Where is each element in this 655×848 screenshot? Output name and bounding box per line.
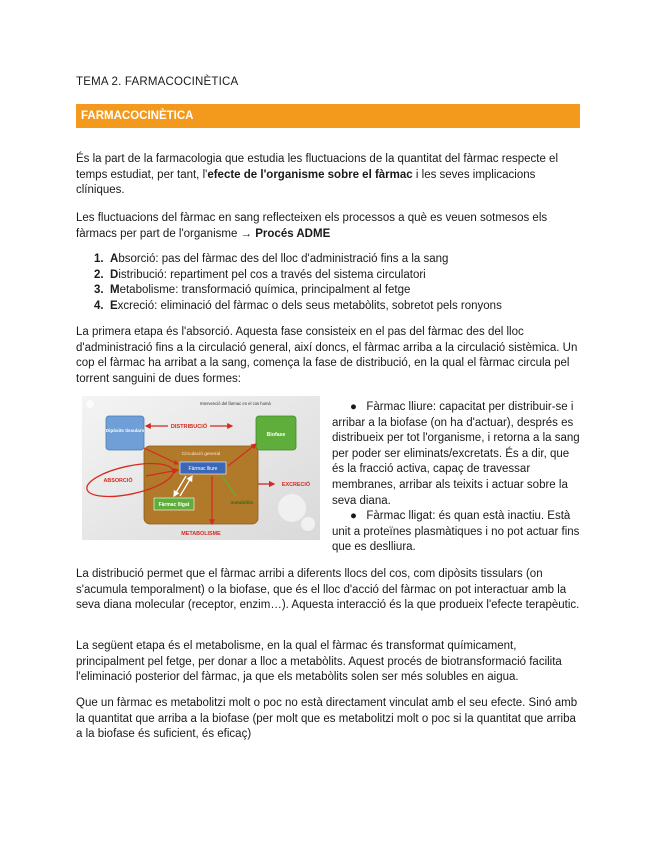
general-circulation-box — [144, 446, 258, 524]
intro-paragraph — [76, 152, 580, 199]
distribution-paragraph: La distribució permet que el fàrmac arribi a diferents llocs del cos, com dipòsits tissulars (on s'acumula temporalment) o la biofase, que és el lloc d'acció del fàrmac on pot interactuar amb la seva diana molecular (receptor, enzim…). Aquesta interacció és la que produeix l'efecte terapèutic. — [76, 568, 580, 612]
list-item — [332, 400, 580, 509]
list-text: etabolisme: transformació química, principalment al fetge — [119, 284, 411, 297]
biophase-label: Biofase — [266, 432, 286, 438]
list-initial: A — [110, 253, 119, 265]
distribution-label: DISTRIBUCIÓ — [170, 424, 208, 430]
bound-drug-label: Fàrmac lligat — [158, 502, 190, 508]
list-text: xcreció: eliminació del fàrmac o dels seus metabòlits, sobretot pels ronyons — [117, 299, 502, 312]
list-text: bsorció: pas del fàrmac des del lloc d'administració fins a la sang — [118, 253, 449, 265]
list-initial: M — [110, 284, 120, 297]
adme-diagram — [82, 396, 320, 540]
bubble-decoration — [278, 494, 306, 522]
adme-process-label: Procés ADME — [255, 227, 331, 240]
absorption-paragraph: La primera etapa és l'absorció. Aquesta fase consisteix en el pas del fàrmac des del lloc d'administració fins a la circulació general, així doncs, el fàrmac arriba a la circulació sistèmica. Un cop el fàrmac ha arribat a la sang, comença la fase de distribució, en la qual el fàrmac circula pel torrent sanguini de dues formes: — [76, 326, 578, 385]
intro-bold: efecte de l'organisme sobre el fàrmac — [207, 168, 413, 181]
list-text: istribució: repartiment pel cos a través del sistema circulatori — [118, 268, 426, 281]
list-item — [76, 283, 580, 299]
list-item — [76, 268, 580, 284]
list-item — [76, 252, 580, 268]
excretion-label: EXCRECIÓ — [281, 482, 311, 488]
list-number: 2. — [94, 268, 104, 281]
bubble-decoration — [86, 400, 94, 408]
bullet-text: Fàrmac lligat: és quan està inactiu. Està unit a proteïnes plasmàtiques i no pot actuar fins que es deslliura. — [332, 510, 580, 554]
intro-text-after: i les seves implicacions clíniques. — [76, 168, 536, 197]
free-drug-label: Fàrmac lliure — [188, 466, 218, 472]
metabolism-paragraph: La següent etapa és el metabolisme, en la qual el fàrmac és transformat químicament, principalment pel fetge, per donar a lloc a metabòlits. Aquest procés de biotransformació facilita l'eliminació posterior del fàrmac, ja que els metabòlits solen ser més solubles en aigua. — [76, 640, 562, 684]
document-title: TEMA 2. FARMACOCINÈTICA — [76, 76, 239, 88]
tissue-deposits-label: Dipòsits tissulars — [105, 428, 145, 433]
list-number: 4. — [94, 299, 104, 312]
figure-caption: Intervenció del fàrmac en el cos humà — [200, 401, 271, 406]
list-initial: E — [110, 299, 118, 312]
metabolism-label: METABOLISME — [181, 531, 221, 537]
list-initial: D — [110, 268, 119, 281]
bullet-icon: ● — [350, 510, 357, 523]
fluctuations-text: Les fluctuacions del fàrmac en sang reflecteixen els processos a què es veuen sotmesos els fàrmacs per part de l'organisme → — [76, 212, 548, 240]
list-item — [76, 299, 580, 315]
bullet-icon: ● — [350, 401, 357, 413]
list-item — [332, 509, 580, 556]
absorption-label: ABSORCIÓ — [103, 478, 133, 484]
list-number: 1. — [94, 253, 104, 265]
section-heading-banner: FARMACOCINÈTICA — [76, 104, 580, 128]
tissue-deposits-box — [106, 416, 144, 450]
fluctuations-paragraph — [76, 211, 580, 242]
bullet-text: Fàrmac lliure: capacitat per distribuir-se i arribar a la biofase (on ha d'actuar), després es distribueix per tot l'organisme, i retorna a la sang per poder ser eliminats/excretats. És a dir, que és la fracció activa, capaç de travessar membranes, arribar als teixits i actuar sobre la seva diana. — [332, 401, 580, 507]
final-paragraph: Que un fàrmac es metabolitzi molt o poc no està directament vinculat amb el seu efecte. Sinó amb la quantitat que arriba a la biofase (per molt que es metabolitzi molt o poc si la quantitat que arriba a la biofase és suficient, és eficaç) — [76, 697, 578, 741]
intro-text-before: És la part de la farmacologia que estudia les fluctuacions de la quantitat del fàrmac respecte el temps estudiat, per tant, l' — [76, 153, 559, 181]
adme-list — [76, 252, 580, 314]
drug-forms-list — [332, 400, 580, 556]
general-circulation-label: Circulació general — [181, 452, 221, 457]
list-number: 3. — [94, 284, 104, 297]
metabolites-label: metabòlits — [230, 500, 254, 505]
bubble-decoration — [301, 517, 315, 531]
